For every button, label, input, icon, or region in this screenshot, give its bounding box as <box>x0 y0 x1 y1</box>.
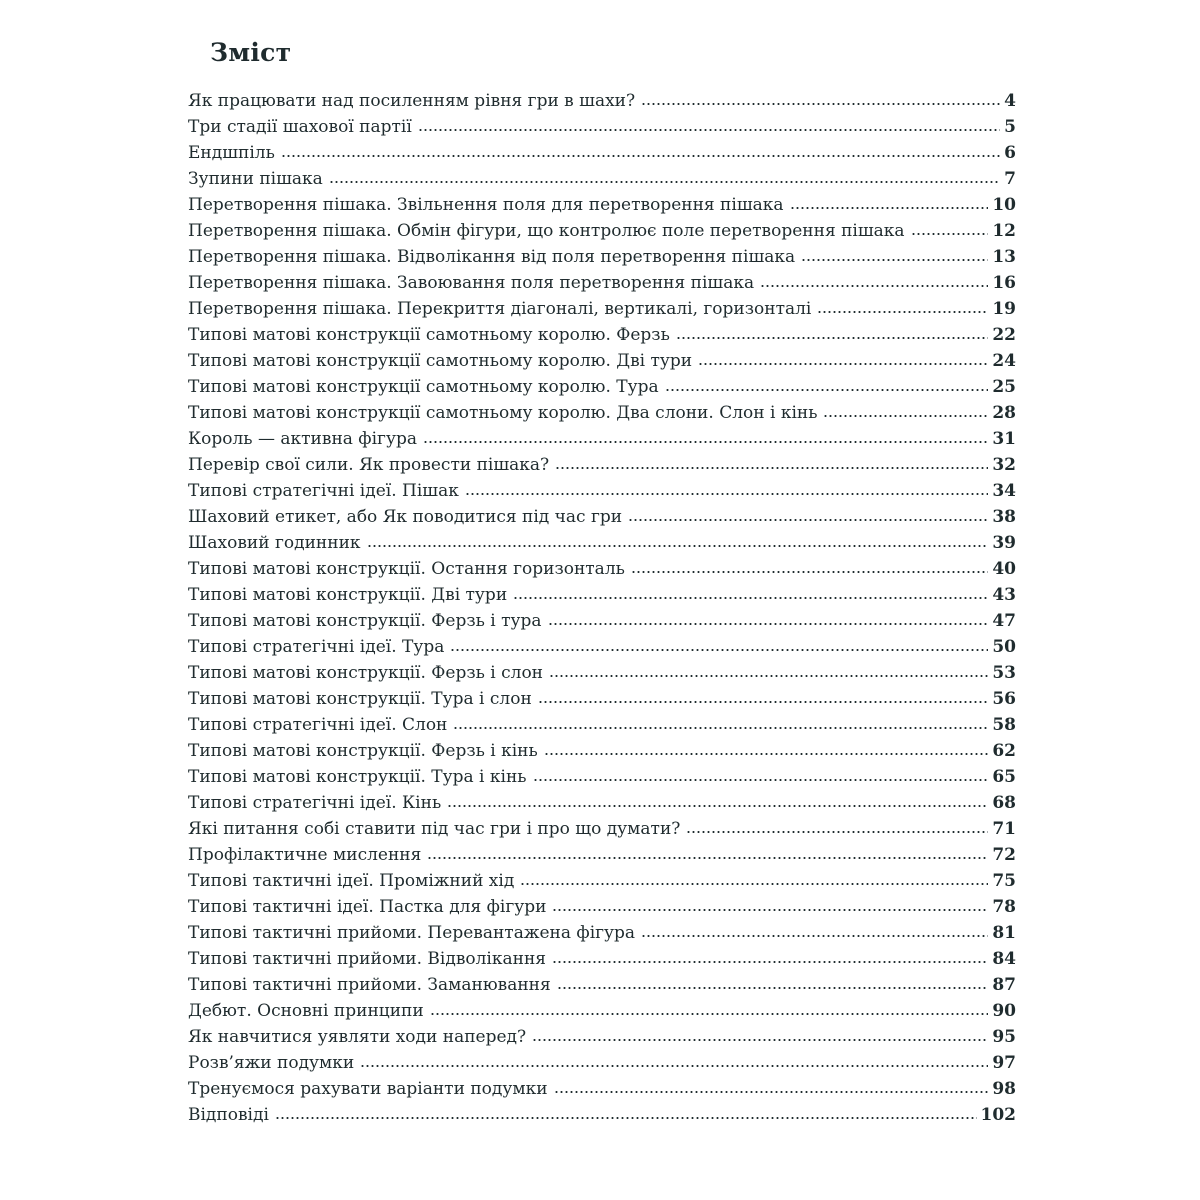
toc-entry-page-number: 13 <box>992 247 1016 267</box>
toc-entry <box>188 1073 1016 1099</box>
dot-leader <box>790 206 989 210</box>
toc-entry-title: Перетворення пішака. Обмін фігури, що контролює поле перетворення пішака <box>188 221 905 241</box>
toc-entry-title: Шаховий етикет, або Як поводитися під час гри <box>188 507 623 527</box>
dot-leader <box>552 908 988 912</box>
dot-leader <box>760 284 988 288</box>
toc-entry-title: Відповіді <box>188 1105 269 1125</box>
toc-entry <box>188 579 1016 605</box>
dot-leader <box>533 778 989 782</box>
toc-entry <box>188 865 1016 891</box>
dot-leader <box>423 440 988 444</box>
toc-entry-page-number: 78 <box>992 897 1016 917</box>
toc-entry-title: Типові матові конструкції. Тура і кінь <box>188 767 527 787</box>
toc-entry-title: Перетворення пішака. Відволікання від поля перетворення пішака <box>188 247 796 267</box>
dot-leader <box>631 570 988 574</box>
dot-leader <box>532 1038 988 1042</box>
dot-leader <box>450 648 988 652</box>
toc-entry-page-number: 16 <box>992 273 1016 293</box>
toc-entry <box>188 215 1016 241</box>
toc-entry <box>188 1047 1016 1073</box>
toc-entry-page-number: 6 <box>1004 143 1016 163</box>
toc-entry-page-number: 19 <box>992 299 1016 319</box>
toc-entry <box>188 813 1016 839</box>
toc-entry-page-number: 50 <box>992 637 1016 657</box>
dot-leader <box>641 102 1000 106</box>
toc-entry-title: Як працювати над посиленням рівня гри в шахи? <box>188 91 636 111</box>
toc-entry <box>188 189 1016 215</box>
toc-entry <box>188 683 1016 709</box>
toc-entry-page-number: 65 <box>992 767 1016 787</box>
toc-entry-title: Зупини пішака <box>188 169 323 189</box>
toc-entry-title: Типові матові конструкції. Ферзь і тура <box>188 611 542 631</box>
toc-entry-title: Типові матові конструкції. Остання горизонталь <box>188 559 625 579</box>
toc-entry-title: Типові стратегічні ідеї. Пішак <box>188 481 459 501</box>
toc-entry-title: Які питання собі ставити під час гри і про що думати? <box>188 819 681 839</box>
toc-entry-page-number: 102 <box>980 1105 1016 1125</box>
dot-leader <box>676 336 989 340</box>
toc-entry-title: Перетворення пішака. Звільнення поля для перетворення пішака <box>188 195 784 215</box>
table-of-contents <box>188 85 1016 1125</box>
toc-entry-page-number: 58 <box>992 715 1016 735</box>
toc-entry <box>188 969 1016 995</box>
toc-entry-page-number: 28 <box>992 403 1016 423</box>
dot-leader <box>817 310 988 314</box>
toc-entry-title: Профілактичне мислення <box>188 845 422 865</box>
toc-entry-page-number: 43 <box>992 585 1016 605</box>
toc-entry-page-number: 5 <box>1004 117 1016 137</box>
toc-entry-page-number: 32 <box>992 455 1016 475</box>
toc-entry-page-number: 38 <box>992 507 1016 527</box>
toc-entry-title: Типові матові конструкції самотньому королю. Два слони. Слон і кінь <box>188 403 818 423</box>
dot-leader <box>430 1012 989 1016</box>
toc-entry-page-number: 24 <box>992 351 1016 371</box>
dot-leader <box>520 882 988 886</box>
toc-entry <box>188 111 1016 137</box>
toc-entry-page-number: 12 <box>992 221 1016 241</box>
toc-entry-title: Типові матові конструкції самотньому королю. Дві тури <box>188 351 693 371</box>
toc-entry <box>188 553 1016 579</box>
toc-entry-page-number: 10 <box>992 195 1016 215</box>
toc-entry-title: Тренуємося рахувати варіанти подумки <box>188 1079 548 1099</box>
toc-entry <box>188 631 1016 657</box>
toc-entry <box>188 345 1016 371</box>
toc-entry-title: Дебют. Основні принципи <box>188 1001 424 1021</box>
toc-entry <box>188 137 1016 163</box>
toc-entry-title: Типові тактичні ідеї. Пастка для фігури <box>188 897 547 917</box>
toc-entry-title: Типові матові конструкції. Тура і слон <box>188 689 532 709</box>
toc-entry-title: Типові тактичні прийоми. Заманювання <box>188 975 551 995</box>
toc-entry-title: Шаховий годинник <box>188 533 361 553</box>
toc-entry <box>188 423 1016 449</box>
toc-entry-title: Типові матові конструкції. Ферзь і слон <box>188 663 544 683</box>
toc-entry <box>188 319 1016 345</box>
dot-leader <box>447 804 988 808</box>
toc-entry <box>188 605 1016 631</box>
toc-entry-title: Типові матові конструкції самотньому королю. Ферзь <box>188 325 670 345</box>
toc-entry-page-number: 90 <box>992 1001 1016 1021</box>
dot-leader <box>544 752 989 756</box>
toc-entry <box>188 761 1016 787</box>
dot-leader <box>548 622 989 626</box>
toc-entry <box>188 735 1016 761</box>
toc-entry-page-number: 84 <box>992 949 1016 969</box>
dot-leader <box>555 466 988 470</box>
toc-entry <box>188 371 1016 397</box>
toc-entry <box>188 1099 1016 1125</box>
toc-entry-title: Як навчитися уявляти ходи наперед? <box>188 1027 527 1047</box>
toc-entry <box>188 709 1016 735</box>
toc-entry-page-number: 47 <box>992 611 1016 631</box>
dot-leader <box>911 232 989 236</box>
toc-entry-page-number: 31 <box>992 429 1016 449</box>
toc-entry-title: Король — активна фігура <box>188 429 417 449</box>
toc-entry <box>188 501 1016 527</box>
dot-leader <box>552 960 988 964</box>
toc-entry-page-number: 68 <box>992 793 1016 813</box>
dot-leader <box>557 986 989 990</box>
dot-leader <box>329 180 1000 184</box>
toc-entry-title: Типові стратегічні ідеї. Слон <box>188 715 448 735</box>
toc-entry-title: Типові тактичні ідеї. Проміжний хід <box>188 871 515 891</box>
toc-entry-title: Типові матові конструкції самотньому королю. Тура <box>188 377 659 397</box>
toc-entry-page-number: 62 <box>992 741 1016 761</box>
toc-entry <box>188 449 1016 475</box>
toc-entry-title: Перетворення пішака. Перекриття діагоналі, вертикалі, горизонталі <box>188 299 812 319</box>
toc-entry <box>188 839 1016 865</box>
toc-entry-title: Три стадії шахової партії <box>188 117 412 137</box>
toc-entry-page-number: 34 <box>992 481 1016 501</box>
toc-entry <box>188 657 1016 683</box>
toc-entry-page-number: 98 <box>992 1079 1016 1099</box>
toc-entry-page-number: 7 <box>1004 169 1016 189</box>
dot-leader <box>538 700 989 704</box>
toc-entry <box>188 475 1016 501</box>
dot-leader <box>360 1064 988 1068</box>
toc-entry <box>188 787 1016 813</box>
dot-leader <box>823 414 988 418</box>
dot-leader <box>665 388 989 392</box>
toc-entry-page-number: 39 <box>992 533 1016 553</box>
toc-entry-page-number: 25 <box>992 377 1016 397</box>
toc-entry-page-number: 22 <box>992 325 1016 345</box>
toc-entry <box>188 995 1016 1021</box>
toc-entry <box>188 163 1016 189</box>
dot-leader <box>275 1116 977 1120</box>
toc-entry-page-number: 56 <box>992 689 1016 709</box>
toc-entry <box>188 1021 1016 1047</box>
toc-entry-page-number: 75 <box>992 871 1016 891</box>
toc-entry-title: Типові матові конструкції. Дві тури <box>188 585 508 605</box>
toc-entry-page-number: 95 <box>992 1027 1016 1047</box>
toc-entry-title: Типові тактичні прийоми. Відволікання <box>188 949 547 969</box>
dot-leader <box>465 492 988 496</box>
toc-entry-title: Ендшпіль <box>188 143 275 163</box>
toc-entry <box>188 85 1016 111</box>
toc-entry-title: Розв’яжи подумки <box>188 1053 355 1073</box>
dot-leader <box>453 726 988 730</box>
toc-entry-page-number: 97 <box>992 1053 1016 1073</box>
toc-entry-page-number: 87 <box>992 975 1016 995</box>
dot-leader <box>549 674 988 678</box>
toc-entry-title: Типові стратегічні ідеї. Кінь <box>188 793 442 813</box>
dot-leader <box>641 934 988 938</box>
dot-leader <box>418 128 1000 132</box>
page-title: Зміст <box>210 38 292 67</box>
dot-leader <box>554 1090 989 1094</box>
dot-leader <box>628 518 988 522</box>
toc-entry <box>188 917 1016 943</box>
dot-leader <box>513 596 988 600</box>
toc-entry <box>188 397 1016 423</box>
dot-leader <box>686 830 988 834</box>
toc-entry-page-number: 72 <box>992 845 1016 865</box>
toc-entry <box>188 943 1016 969</box>
toc-entry <box>188 293 1016 319</box>
toc-entry <box>188 891 1016 917</box>
toc-entry-title: Типові тактичні прийоми. Перевантажена фігура <box>188 923 636 943</box>
toc-entry <box>188 527 1016 553</box>
dot-leader <box>801 258 988 262</box>
toc-entry-page-number: 4 <box>1004 91 1016 111</box>
dot-leader <box>698 362 988 366</box>
toc-entry-title: Перевір свої сили. Як провести пішака? <box>188 455 550 475</box>
dot-leader <box>367 544 989 548</box>
toc-entry-page-number: 81 <box>992 923 1016 943</box>
toc-entry <box>188 267 1016 293</box>
toc-entry-page-number: 40 <box>992 559 1016 579</box>
toc-entry-page-number: 53 <box>992 663 1016 683</box>
toc-entry-title: Типові стратегічні ідеї. Тура <box>188 637 445 657</box>
dot-leader <box>427 856 988 860</box>
dot-leader <box>281 154 1000 158</box>
toc-entry-title: Типові матові конструкції. Ферзь і кінь <box>188 741 538 761</box>
toc-entry-title: Перетворення пішака. Завоювання поля перетворення пішака <box>188 273 755 293</box>
toc-entry <box>188 241 1016 267</box>
toc-entry-page-number: 71 <box>992 819 1016 839</box>
